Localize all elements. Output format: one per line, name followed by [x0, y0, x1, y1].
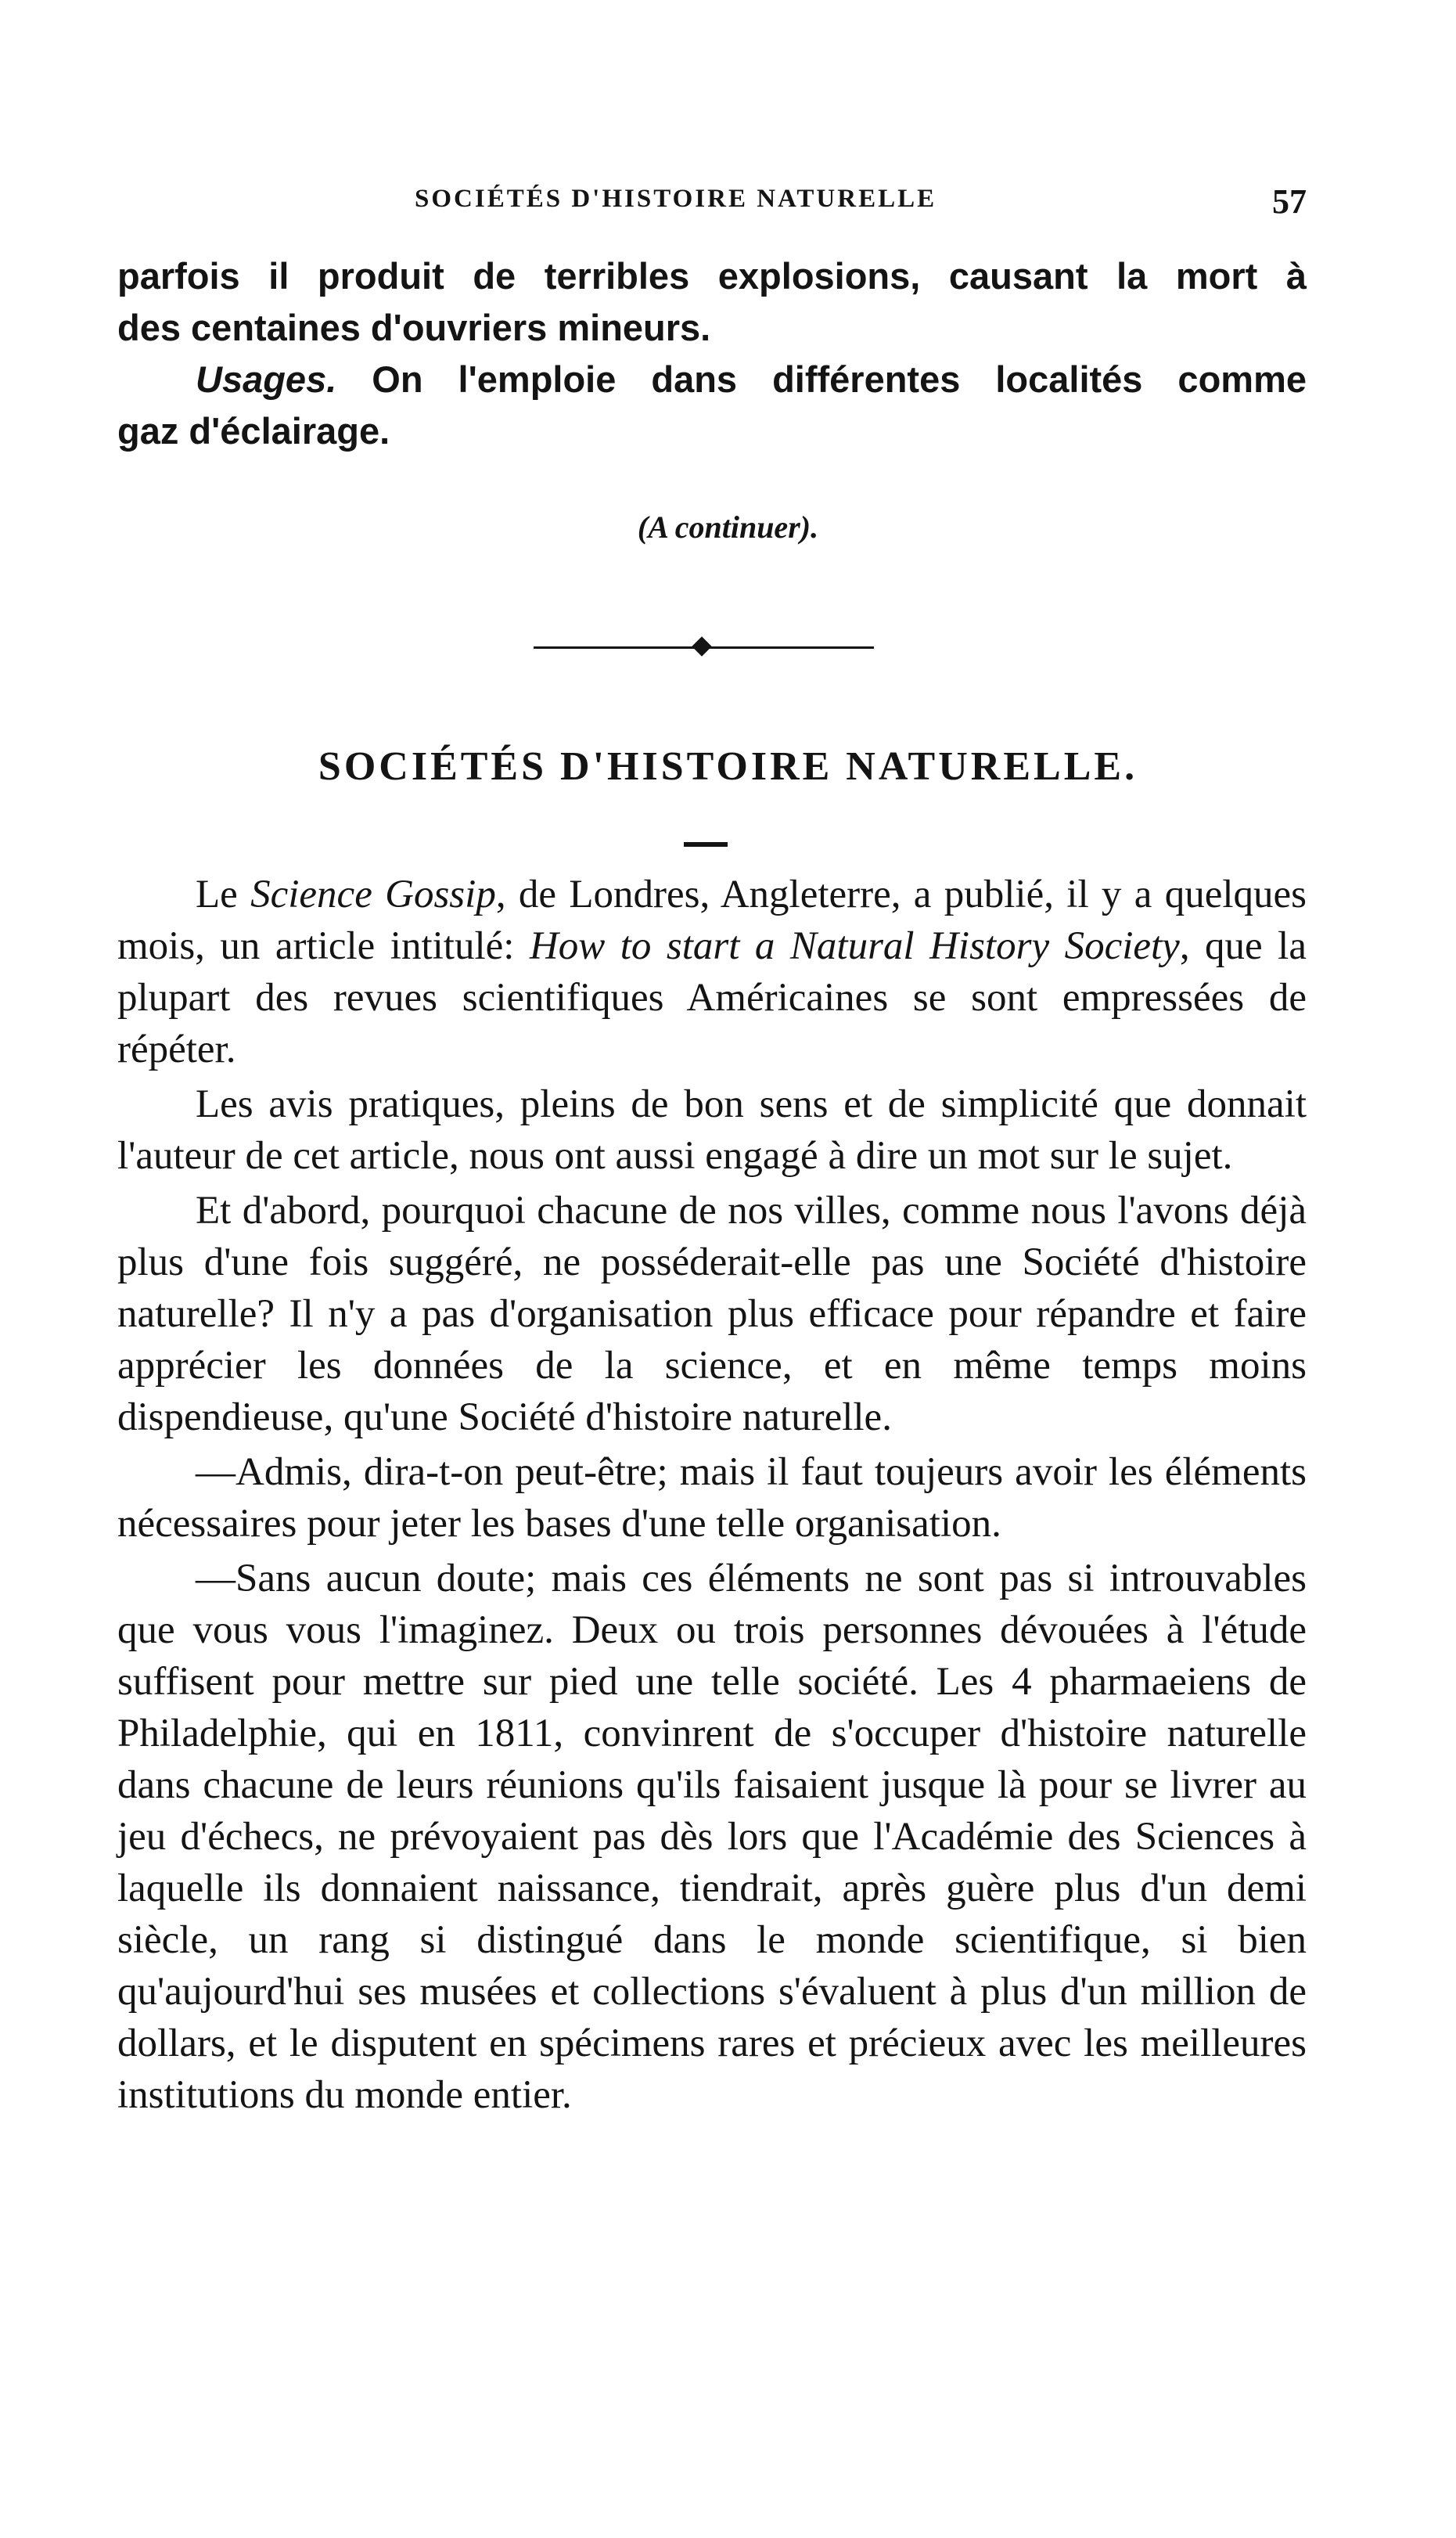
usages-text: On l'emploie dans différentes localités comme	[336, 358, 1307, 400]
p1-text-c: , que la plupart des revues scientifiques Américaines se sont empressées de répéter.	[117, 924, 1307, 1071]
title-rule	[684, 842, 728, 847]
page-number: 57	[1272, 182, 1307, 221]
previous-article-end	[117, 250, 1307, 457]
running-title: SOCIÉTÉS D'HISTOIRE NATURELLE	[415, 185, 937, 213]
p1-article-title: How to start a Natural History Society	[529, 924, 1180, 968]
paragraph-1	[117, 869, 1307, 1075]
p1-text-a: Le	[196, 873, 251, 916]
paragraph-4: —Admis, dira-t-on peut-être; mais il faut toujeurs avoir les éléments nécessaires pour jeter les bases d'une telle organisation.	[117, 1450, 1307, 1546]
p1-source: Science Gossip	[250, 873, 496, 916]
paragraph-5: —Sans aucun doute; mais ces éléments ne sont pas si introuvables que vous vous l'imaginez. Deux ou trois personnes dévouées à l'étude suffisent pour mettre sur pied une telle société. Les 4 pharmaeiens de Philadelphie, qui en 1811, convinrent de s'occuper d'histoire naturelle dans chacune de leurs réunions qu'ils faisaient jusque là pour se livrer au jeu d'échecs, ne prévoyaient pas dès lors que l'Académie des Sciences à laquelle ils donnaient naissance, tiendrait, après guère plus d'un demi siècle, un rang si distingué dans le monde scientifique, si bien qu'aujourd'hui ses musées et collections s'évaluent à plus d'un million de dollars, et le disputent en spécimens rares et précieux avec les meilleures institutions du monde entier.	[117, 1557, 1307, 2117]
continuation-note: (A continuer).	[637, 509, 819, 545]
running-head	[117, 182, 1307, 229]
usages-line-2: gaz d'éclairage.	[117, 410, 390, 452]
section-title: SOCIÉTÉS D'HISTOIRE NATURELLE.	[318, 744, 1138, 789]
usages-paragraph	[117, 354, 1307, 405]
divider-ornament	[692, 636, 711, 656]
usages-label: Usages.	[196, 358, 337, 400]
previous-line-1: parfois il produit de terribles explosions, causant la mort à	[117, 255, 1307, 297]
article-body	[117, 869, 1307, 2121]
p1-text-b: , de Londres, Angleterre, a publié, il y a quelques mois, un article intitulé:	[117, 873, 1307, 968]
previous-line-2: des centaines d'ouvriers mineurs.	[117, 307, 711, 348]
paragraph-2: Les avis pratiques, pleins de bon sens et de simplicité que donnait l'auteur de cet article, nous ont aussi engagé à dire un mot sur le sujet.	[117, 1082, 1307, 1178]
paragraph-3: Et d'abord, pourquoi chacune de nos villes, comme nous l'avons déjà plus d'une fois suggéré, ne posséderait-elle pas une Société d'histoire naturelle? Il n'y a pas d'organisation plus efficace pour répandre et faire apprécier les données de la science, et en même temps moins dispendieuse, qu'une Société d'histoire naturelle.	[117, 1189, 1307, 1439]
